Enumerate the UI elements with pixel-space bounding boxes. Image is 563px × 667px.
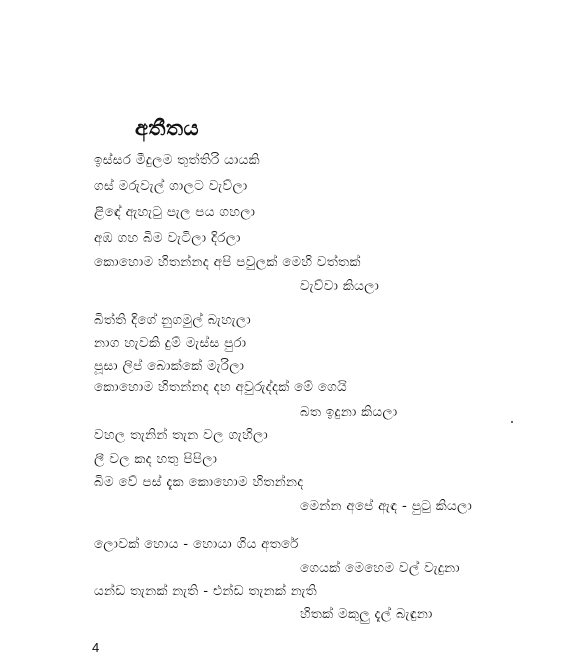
poem-line-indented: මෙන්න අපේ ඇඳ - පුටු කියලා [300,498,473,514]
poem-line: බිත්ති දිගේ නුගමුල් බැහැලා [94,312,251,328]
poem-line: ලී වල කද හතු පිපිලා [94,451,218,467]
poem-line: ඉස්සර මීදුලම තුත්තිරි යායකි [94,152,260,168]
poem-title: අතීතය [135,116,200,140]
poem-line: බිම වේ පස් දැක කොහොම හිතන්නද [94,474,304,490]
poem-line: වහල තැනින් තැන වල ගැහිලා [94,427,269,443]
poem-line-indented: ගෙයක් මෙහෙම වල් වැදුනා [300,560,460,576]
poem-line: අඹ ගහ බිම වැටිලා දිරලා [94,230,241,246]
poem-line: යන්ඩ තැනක් නැති - එන්ඩ තැනක් නැති [94,583,317,599]
poem-line: කොහොම හිතන්නද අපි පවුලක් මෙහි වත්තක් [94,254,361,270]
poem-line: කොහොම හිතන්නද දහ අවුරුද්දක් මේ ගෙයි [94,379,348,395]
page-number: 4 [92,640,100,655]
poem-line: ලොවක් හොය - හොයා ගිය අතරේ [94,536,299,552]
scan-speck [511,421,513,423]
poem-line: පූසා ලිප් බොක්කේ මැරිලා [94,358,245,374]
poem-line: ගස් මරුවැල් ගාලට වැව්ලා [94,178,248,194]
poem-line-indented: හිතක් මකුලු දැල් බැඳුනා [300,606,433,622]
poem-line-indented: බත ඉදුනා කියලා [300,404,398,420]
poem-line-indented: වැව්වා කියලා [300,278,380,294]
poem-line: නාග හැවකි දුම් මැස්ස පුරා [94,335,247,351]
poem-line: ළිඳේ ඇහැටු පැල පය ගහලා [94,204,256,220]
